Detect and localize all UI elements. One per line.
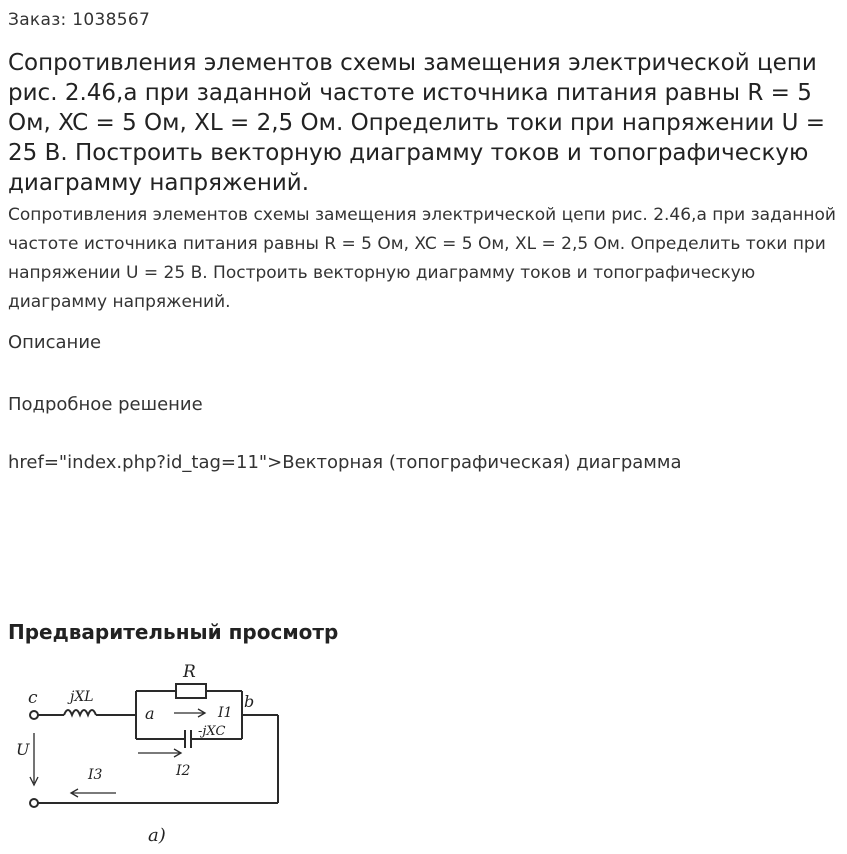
terminal-c	[30, 711, 38, 719]
figure-caption: а)	[148, 825, 166, 846]
label-jxc: -jXC	[198, 724, 226, 739]
resistor-symbol	[176, 684, 206, 698]
task-title: Сопротивления элементов схемы замещения электрической цепи рис. 2.46,а при заданной частоте источника питания равны R = 5 Ом, XC = 5 Ом, XL = 2,5 Ом. Определить токи при напряжении U = 25 В. Построить векторную диаграмму токов и топографическую диаграмму напряжений.	[8, 50, 826, 196]
order-number: Заказ: 1038567	[8, 10, 151, 30]
label-i1: I1	[218, 705, 233, 721]
label-u: U	[16, 740, 30, 759]
label-i3: I3	[88, 767, 103, 783]
inductor-symbol	[64, 710, 96, 715]
circuit-figure	[8, 655, 308, 854]
tag-link[interactable]: href="index.php?id_tag=11">Векторная (топографическая) диаграмма	[8, 452, 682, 473]
label-jxl: jXL	[70, 689, 94, 705]
label-i2: I2	[176, 763, 191, 779]
description-label: Описание	[8, 332, 102, 353]
task-description: Сопротивления элементов схемы замещения электрической цепи рис. 2.46,а при заданной частоте источника питания равны R = 5 Ом, XC = 5 Ом, XL = 2,5 Ом. Определить токи при напряжении U = 25 В. Построить векторную диаграмму токов и топографическую диаграмму напряжений.	[8, 205, 836, 312]
terminal-bottom	[30, 799, 38, 807]
preview-heading: Предварительный просмотр	[8, 620, 339, 644]
label-R: R	[183, 662, 196, 682]
label-a: a	[145, 704, 155, 723]
label-c: c	[28, 688, 38, 708]
label-b: b	[244, 692, 255, 711]
solution-link[interactable]: Подробное решение	[8, 394, 203, 415]
